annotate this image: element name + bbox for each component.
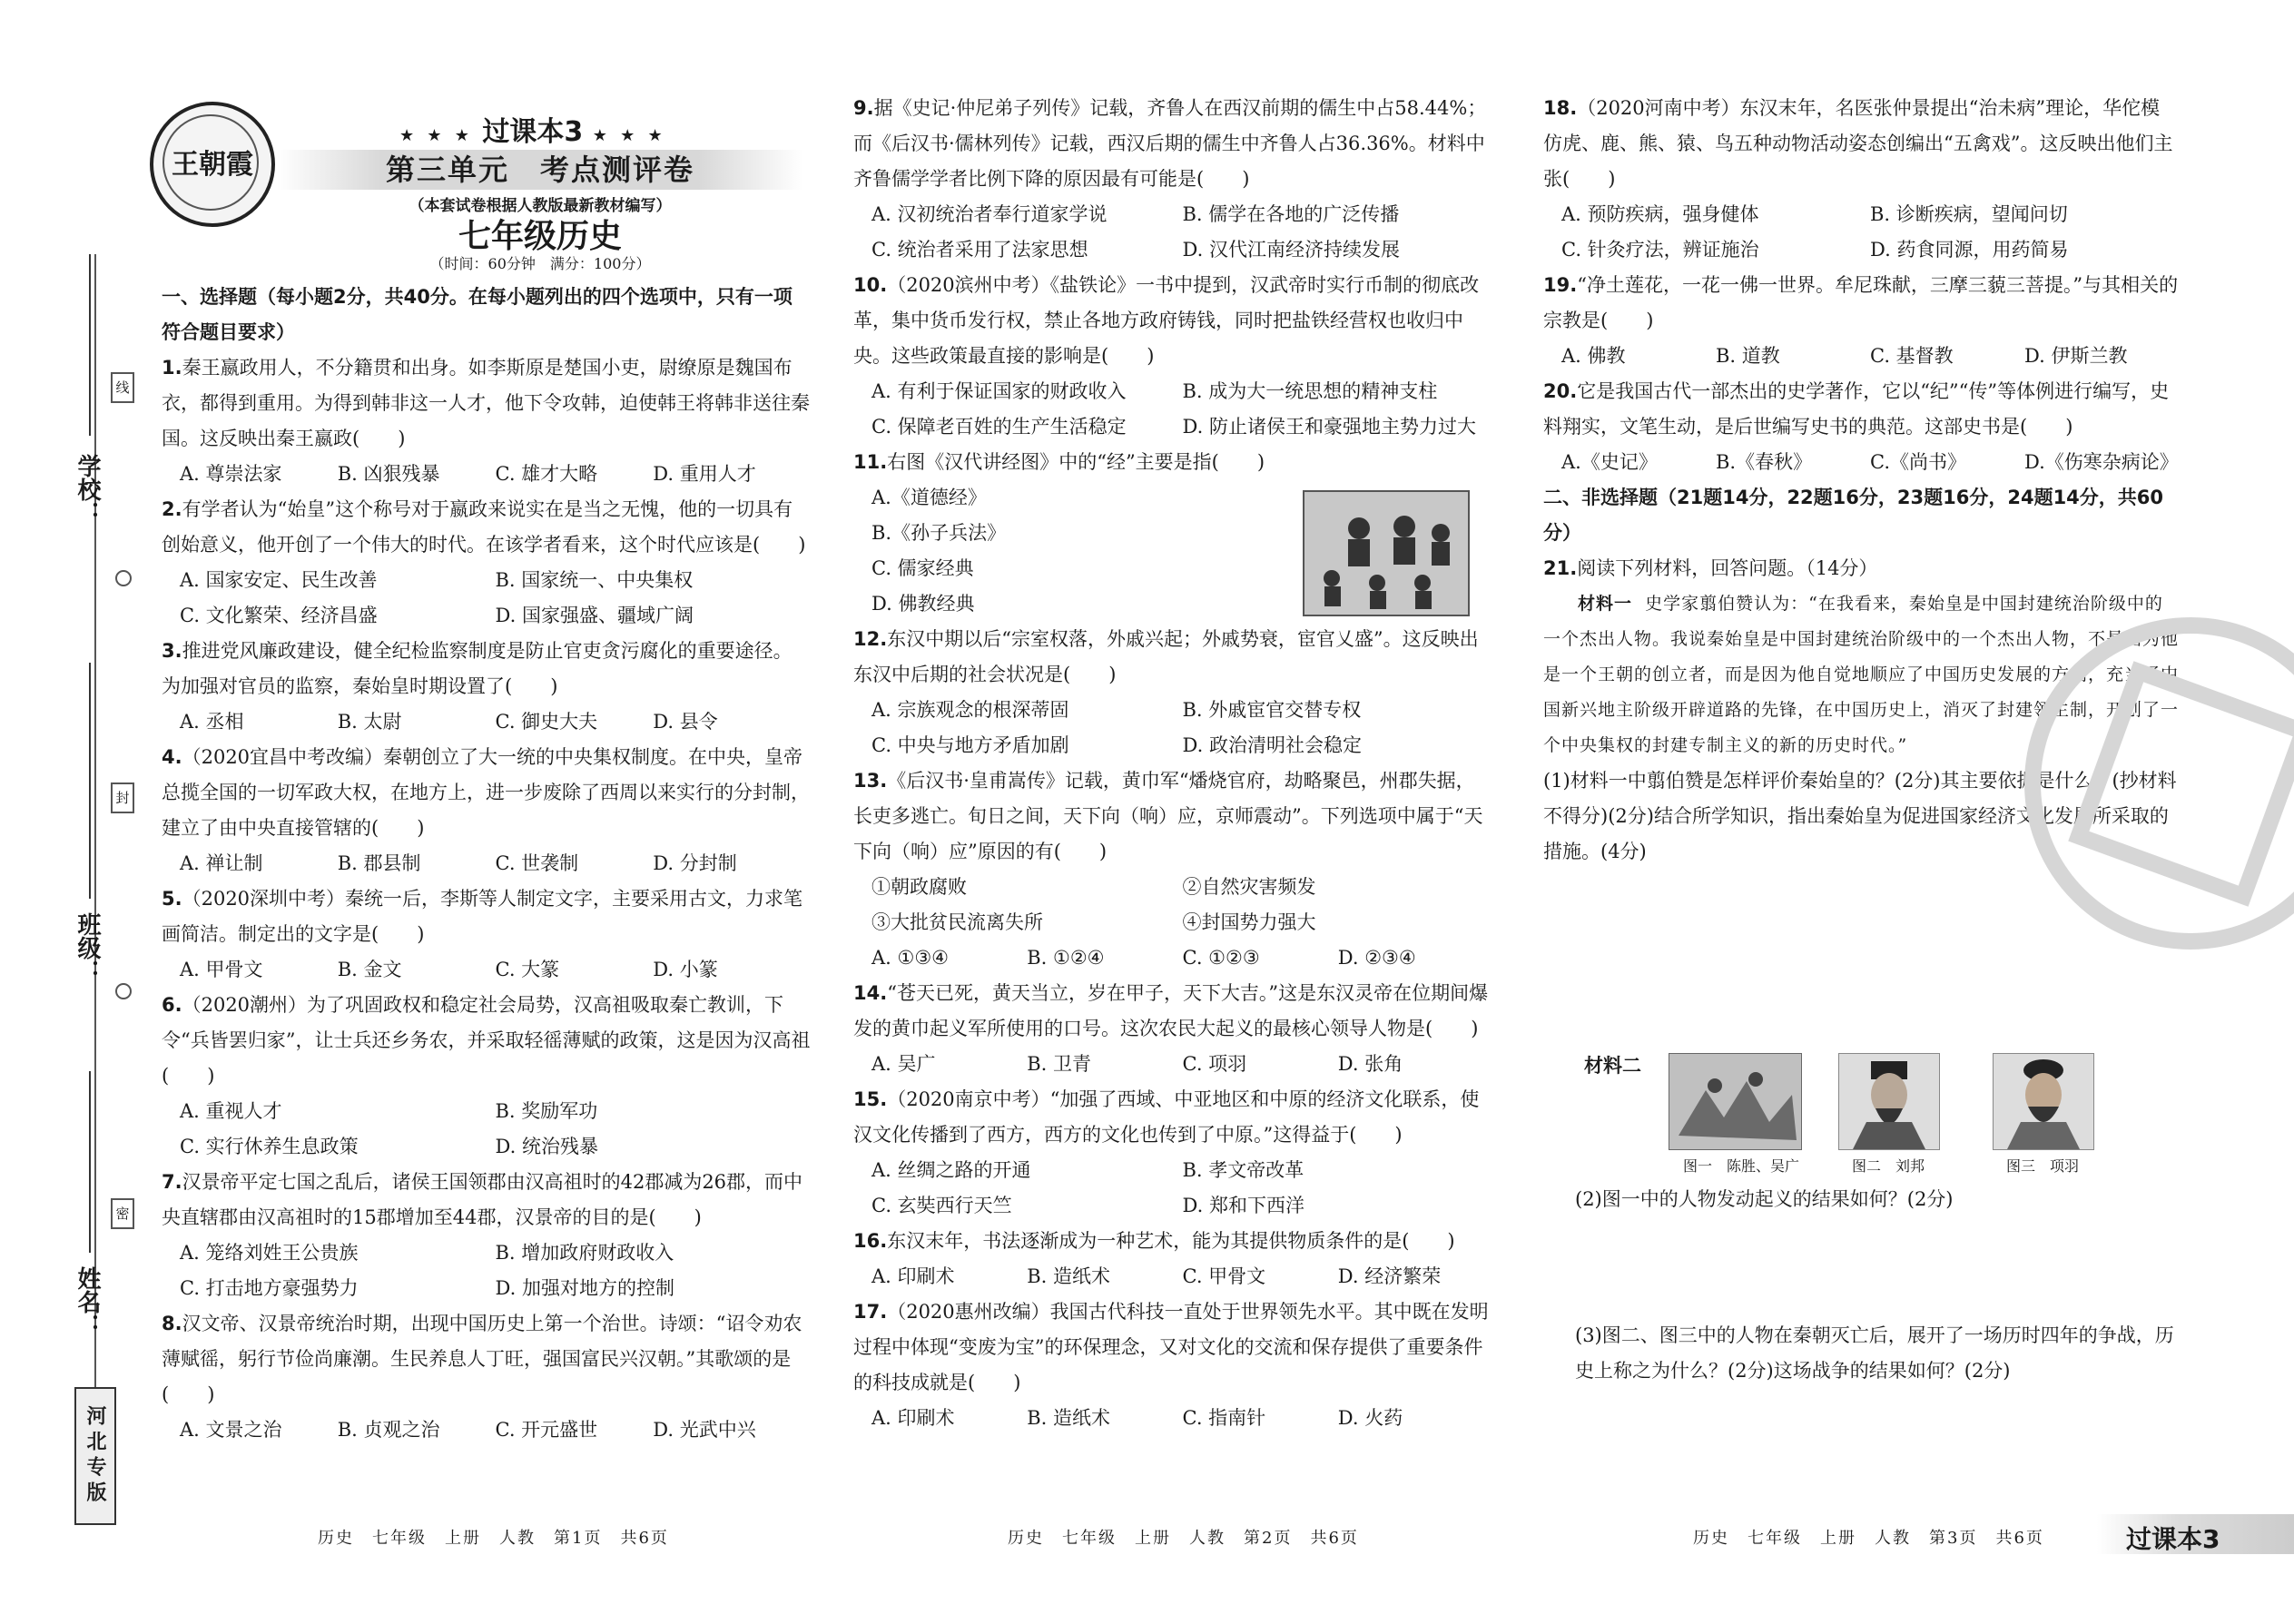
name-blank	[89, 1071, 91, 1253]
question-stem: 东汉中期以后“宗室权落，外戚兴起；外戚势衰，宦官乂盛”。这反映出东汉中后期的社会状况是( )	[853, 628, 1479, 685]
figure-3-image	[1993, 1053, 2094, 1150]
answer-option: B. ①②④	[1027, 947, 1105, 969]
question-stem: （2020滨州中考）《盐铁论》一书中提到，汉武帝时实行币制的彻底改革，集中货币发行权，禁止各地方政府铸钱，同时把盐铁经营权也收归中央。这些政策最直接的影响是( )	[853, 274, 1480, 367]
answer-option: C. 打击地方豪强势力	[180, 1277, 359, 1299]
material-1-label: 材料一	[1578, 594, 1633, 614]
question-number: 7.	[162, 1171, 182, 1193]
footer-page-3: 历史 七年级 上册 人教 第3页 共6页	[1693, 1529, 2044, 1548]
answer-option: A.《道德经》	[871, 487, 987, 508]
question-6	[162, 988, 811, 1165]
question-stem: “苍天已死，黄天当立，岁在甲子，天下大吉。”这是东汉灵帝在位期间爆发的黄巾起义军所使用的口号。这次农民大起义的最核心领导人物是( )	[853, 982, 1489, 1039]
answer-option: B. 增加政府财政收入	[495, 1242, 674, 1264]
answer-option: C. 中央与地方矛盾加剧	[871, 734, 1069, 756]
question-18	[1543, 91, 2179, 268]
binding-mark-seal: 封	[111, 782, 134, 813]
answer-option: B. 金文	[337, 959, 402, 980]
logo-text: 王朝霞	[172, 149, 253, 181]
answer-option: A. 甲骨文	[180, 959, 263, 980]
question-20	[1543, 374, 2179, 480]
question-stem: 《后汉书·皇甫嵩传》记载，黄巾军“燔烧官府，劫略聚邑，州郡失据，长吏多逃亡。旬日之间，天下向（响）应，京师震动”。下列选项中属于“天下向（响）应”原因的有( )	[853, 770, 1483, 862]
column-2	[853, 91, 1493, 1436]
binding-circle	[115, 570, 132, 586]
class-blank	[89, 663, 91, 899]
answer-option: D. 汉代江南经济持续发展	[1182, 239, 1400, 261]
answer-option: D. 国家强盛、疆域广阔	[495, 605, 694, 626]
answer-option: A. 尊崇法家	[180, 463, 282, 485]
answer-option: D. 郑和下西洋	[1182, 1195, 1305, 1216]
question-stem: （2020河南中考）东汉末年，名医张仲景提出“治未病”理论，华佗模仿虎、鹿、熊、猿、鸟五种动物活动姿态创编出“五禽戏”。这反映出他们主张( )	[1543, 97, 2173, 190]
answer-option: D. 统治残暴	[495, 1136, 598, 1157]
question-stem: 秦王嬴政用人，不分籍贯和出身。如李斯原是楚国小吏，尉缭原是魏国布衣，都得到重用。为得到韩非这一人才，他下令攻韩，迫使韩王将韩非送往秦国。这反映出秦王嬴政( )	[162, 357, 810, 449]
answer-option: C. ①②③	[1182, 947, 1260, 969]
answer-option: A. 禅让制	[180, 852, 263, 874]
answer-option: A. 文景之治	[180, 1419, 282, 1441]
answer-option: C. 大篆	[495, 959, 560, 980]
class-label: 班级：	[74, 912, 101, 983]
question-13	[853, 763, 1493, 976]
answer-option: C. 世袭制	[495, 852, 579, 874]
binding-circle	[115, 983, 132, 999]
publisher-logo	[150, 102, 275, 227]
figure-2-caption: 图二 刘邦	[1851, 1157, 1925, 1175]
footer-brand-bar	[2097, 1514, 2294, 1554]
answer-option: B. 造纸术	[1027, 1265, 1111, 1287]
answer-option: C. 雄才大略	[495, 463, 598, 485]
col2-questions	[853, 91, 1493, 1436]
answer-option: A.《史记》	[1561, 451, 1658, 473]
question-number: 3.	[162, 640, 182, 662]
answer-option: A. 预防疾病，强身健体	[1561, 203, 1759, 225]
question-8	[162, 1306, 811, 1448]
answer-option: A. 丝绸之路的开通	[871, 1159, 1031, 1181]
answer-option: B. 奖励军功	[495, 1100, 598, 1122]
statement-option: ③大批贫民流离失所	[871, 911, 1043, 933]
answer-option: A. 丞相	[180, 711, 244, 733]
question-1	[162, 350, 811, 492]
answer-option: B. 造纸术	[1027, 1407, 1111, 1429]
question-number: 11.	[853, 451, 888, 473]
question-5	[162, 881, 811, 988]
answer-option: C. 项羽	[1182, 1053, 1247, 1075]
answer-option: B. 孝文帝改革	[1182, 1159, 1305, 1181]
answer-option: D. 重用人才	[653, 463, 756, 485]
material-1-text: 史学家翦伯赞认为：“在我看来，秦始皇是中国封建统治阶级中的一个杰出人物。我说秦始皇是中国封建统治阶级中的一个杰出人物，不是因为他是一个王朝的创立者，而是因为他自觉地顺应了中国历史发展的方向，充当了中国新兴地主阶级开辟道路的先锋，在中国历史上，消灭了封建领主制，开创了一个中央集权的封建专制主义的新的历史时代。”	[1543, 594, 2180, 755]
column-1	[162, 280, 811, 1448]
answer-option: B. 道教	[1716, 345, 1780, 367]
answer-option: C. 针灸疗法，辨证施治	[1561, 239, 1759, 261]
school-blank	[89, 254, 91, 436]
binding-mark-line: 线	[111, 372, 134, 403]
answer-option: C. 甲骨文	[1182, 1265, 1266, 1287]
answer-option: D. 伊斯兰教	[2024, 345, 2128, 367]
answer-option: C. 统治者采用了法家思想	[871, 239, 1088, 261]
question-21	[1543, 551, 2179, 586]
section-1-heading: 一、选择题（每小题2分，共40分。在每小题列出的四个选项中，只有一项符合题目要求）	[162, 286, 793, 343]
question-19	[1543, 268, 2179, 374]
answer-option: D.《伤寒杂病论》	[2024, 451, 2179, 473]
answer-option: A. 吴广	[871, 1053, 936, 1075]
answer-option: B. 诊断疾病，望闻问切	[1870, 203, 2068, 225]
question-number: 9.	[853, 97, 874, 119]
question-stem: 它是我国古代一部杰出的史学著作，它以“纪”“传”等体例进行编写，史料翔实，文笔生动，是后世编写史书的典范。这部史书是( )	[1543, 380, 2170, 438]
question-number: 6.	[162, 994, 182, 1016]
question-4	[162, 740, 811, 881]
answer-option: C. 文化繁荣、经济昌盛	[180, 605, 378, 626]
edition-badge: 河北专版	[74, 1387, 116, 1525]
answer-option: C. 玄奘西行天竺	[871, 1195, 1012, 1216]
answer-option: A. 佛教	[1561, 345, 1626, 367]
answer-option: C. 儒家经典	[871, 557, 974, 579]
answer-option: C. 实行休养生息政策	[180, 1136, 359, 1157]
question-12	[853, 622, 1493, 763]
question-3	[162, 634, 811, 740]
question-number: 1.	[162, 357, 182, 379]
question-number: 13.	[853, 770, 888, 792]
question-stem: （2020深圳中考）秦统一后，李斯等人制定文字，主要采用古文，力求笔画简洁。制定出的文字是( )	[162, 888, 803, 945]
figure-3-caption: 图三 项羽	[2005, 1157, 2079, 1175]
question-stem: 右图《汉代讲经图》中的“经”主要是指( )	[887, 451, 1265, 473]
question-stem: 汉文帝、汉景帝统治时期，出现中国历史上第一个治世。诗颂：“诏令劝农薄赋徭，躬行节俭尚廉潮。生民养息人丁旺，强国富民兴汉朝。”其歌颂的是( )	[162, 1313, 802, 1405]
question-number: 15.	[853, 1088, 888, 1110]
answer-option: B. 太尉	[337, 711, 402, 733]
section-2-heading: 二、非选择题（21题14分，22题16分，23题16分，24题14分，共60分）	[1543, 487, 2164, 544]
answer-option: A. 宗族观念的根深蒂固	[871, 699, 1069, 721]
subquestion-1: (1)材料一中翦伯赞是怎样评价秦始皇的？(2分)其主要依据是什么？(抄材料不得分)(2分)结合所学知识，指出秦始皇为促进国家经济文化发展所采取的措施。(4分)	[1543, 770, 2177, 862]
edition-note: （本套试卷根据人教版最新教材编写）	[409, 197, 672, 215]
answer-option: B. 贞观之治	[337, 1419, 440, 1441]
subject-title: 七年级历史	[458, 218, 622, 255]
answer-option: A. ①③④	[871, 947, 949, 969]
answer-option: C. 御史大夫	[495, 711, 598, 733]
question-number: 19.	[1543, 274, 1578, 296]
question-number: 10.	[853, 274, 888, 296]
question-16	[853, 1224, 1493, 1294]
answer-option: D. 小篆	[653, 959, 718, 980]
statement-option: ①朝政腐败	[871, 876, 967, 898]
answer-option: C.《尚书》	[1870, 451, 1966, 473]
answer-option: A. 重视人才	[180, 1100, 282, 1122]
question-stem: （2020宜昌中考改编）秦朝创立了大一统的中央集权制度。在中央，皇帝总揽全国的一切军政大权，在地方上，进一步废除了西周以来实行的分封制，建立了由中央直接管辖的( )	[162, 746, 810, 839]
material-2-label: 材料二	[1584, 1055, 1641, 1077]
answer-option: D. 防止诸侯王和豪强地主势力过大	[1182, 416, 1476, 438]
series-title: ★ ★ ★ 过课本3 ★ ★ ★	[399, 116, 666, 148]
binding-mark-secret: 密	[111, 1198, 134, 1229]
question-stem: 汉景帝平定七国之乱后，诸侯王国领郡由汉高祖时的42郡减为26郡，而中央直辖郡由汉高祖时的15郡增加至44郡，汉景帝的目的是( )	[162, 1171, 803, 1228]
statement-option: ④封国势力强大	[1182, 911, 1316, 933]
answer-option: B. 儒学在各地的广泛传播	[1182, 203, 1400, 225]
question-14	[853, 976, 1493, 1082]
answer-option: A. 印刷术	[871, 1265, 955, 1287]
question-stem: 东汉末年，书法逐渐成为一种艺术，能为其提供物质条件的是( )	[887, 1230, 1455, 1252]
question-number: 12.	[853, 628, 888, 650]
answer-option: B. 外戚宦官交替专权	[1182, 699, 1362, 721]
answer-option: C. 基督教	[1870, 345, 1954, 367]
answer-option: D. 佛教经典	[871, 593, 975, 615]
question-10	[853, 268, 1493, 445]
question-number: 18.	[1543, 97, 1578, 119]
subquestion-3: (3)图二、图三中的人物在秦朝灭亡后，展开了一场历时四年的争战，历史上称之为什么？(2分)这场战争的结果如何？(2分)	[1575, 1324, 2174, 1382]
question-number: 4.	[162, 746, 182, 768]
answer-option: A. 笼络刘姓王公贵族	[180, 1242, 359, 1264]
answer-option: B. 郡县制	[337, 852, 421, 874]
question-stem: 据《史记·仲尼弟子列传》记载，齐鲁人在西汉前期的儒生中占58.44%；而《后汉书·儒林列传》记载，西汉后期的儒生中齐鲁人占36.36%。材料中齐鲁儒学学者比例下降的原因最有可能是( )	[853, 97, 1487, 190]
question-15	[853, 1082, 1493, 1224]
footer-brand: 过课本3	[2126, 1524, 2220, 1554]
answer-option: D. ②③④	[1337, 947, 1416, 969]
question-number: 2.	[162, 498, 182, 520]
answer-option: D. 加强对地方的控制	[495, 1277, 674, 1299]
answer-option: A. 汉初统治者奉行道家学说	[871, 203, 1108, 225]
answer-option: D. 经济繁荣	[1337, 1265, 1442, 1287]
figure-1-caption: 图一 陈胜、吴广	[1682, 1157, 1799, 1175]
statement-option: ②自然灾害频发	[1182, 876, 1316, 898]
time-score: （时间：60分钟 满分：100分）	[429, 255, 651, 272]
question-number: 14.	[853, 982, 888, 1004]
col3-questions	[1543, 91, 2179, 480]
question-17	[853, 1294, 1493, 1436]
answer-option: C. 指南针	[1182, 1407, 1266, 1429]
school-label: 学校：	[74, 454, 101, 525]
answer-option: B. 凶狠残暴	[337, 463, 440, 485]
answer-option: D. 光武中兴	[653, 1419, 756, 1441]
answer-option: D. 县令	[653, 711, 718, 733]
series-stars-right: ★ ★ ★	[592, 126, 666, 145]
answer-option: B.《孙子兵法》	[871, 522, 1007, 544]
answer-option: C. 保障老百姓的生产生活稳定	[871, 416, 1127, 438]
question-stem: “净土莲花，一花一佛一世界。牟尼珠献，三摩三藐三菩提。”与其相关的宗教是( )	[1543, 274, 2179, 331]
question-stem: 推进党风廉政建设，健全纪检监察制度是防止官吏贪污腐化的重要途径。为加强对官员的监察，秦始皇时期设置了( )	[162, 640, 793, 697]
question-9	[853, 91, 1493, 268]
figure-2-image	[1838, 1053, 1940, 1150]
figure-1-image	[1669, 1053, 1802, 1150]
question-number: 17.	[853, 1301, 888, 1323]
subquestion-2: (2)图一中的人物发动起义的结果如何？(2分)	[1575, 1188, 1954, 1210]
answer-option: A. 国家安定、民生改善	[180, 569, 378, 591]
question-number: 5.	[162, 888, 182, 910]
answer-option: D. 政治清明社会稳定	[1182, 734, 1362, 756]
question-number: 20.	[1543, 380, 1578, 402]
question-stem: （2020南京中考）“加强了西域、中亚地区和中原的经济文化联系，使汉文化传播到了西方，西方的文化也传到了中原。”这得益于( )	[853, 1088, 1480, 1146]
question-number: 16.	[853, 1230, 888, 1252]
name-label: 姓名：	[74, 1266, 101, 1337]
answer-option: D. 张角	[1337, 1053, 1403, 1075]
answer-option: A. 有利于保证国家的财政收入	[871, 380, 1127, 402]
question-number: 21.	[1543, 557, 1578, 579]
unit-title: 第三单元 考点测评卷	[385, 153, 694, 187]
question-stem: 有学者认为“始皇”这个称号对于嬴政来说实在是当之无愧，他的一切具有创始意义，他开创了一个伟大的时代。在该学者看来，这个时代应该是( )	[162, 498, 806, 556]
lecture-illustration	[1303, 490, 1470, 616]
answer-option: B. 成为大一统思想的精神支柱	[1182, 380, 1438, 402]
question-7	[162, 1165, 811, 1306]
answer-option: D. 药食同源，用药简易	[1870, 239, 2069, 261]
question-2	[162, 492, 811, 634]
question-stem: （2020惠州改编）我国古代科技一直处于世界领先水平。其中既在发明过程中体现“变废为宝”的环保理念，又对文化的交流和保存提供了重要条件的科技成就是( )	[853, 1301, 1489, 1393]
answer-option: C. 开元盛世	[495, 1419, 598, 1441]
answer-option: B. 卫青	[1027, 1053, 1092, 1075]
col1-questions	[162, 350, 811, 1448]
answer-option: B.《春秋》	[1716, 451, 1813, 473]
answer-option: D. 分封制	[653, 852, 737, 874]
footer-page-2: 历史 七年级 上册 人教 第2页 共6页	[1008, 1529, 1359, 1548]
answer-option: A. 印刷术	[871, 1407, 955, 1429]
unit-banner	[277, 150, 803, 190]
answer-option: D. 火药	[1337, 1407, 1403, 1429]
question-21-intro: 阅读下列材料，回答问题。（14分）	[1577, 557, 1878, 579]
series-stars-left: ★ ★ ★	[399, 126, 473, 145]
footer-page-1: 历史 七年级 上册 人教 第1页 共6页	[318, 1529, 669, 1548]
answer-option: B. 国家统一、中央集权	[495, 569, 694, 591]
question-stem: （2020潮州）为了巩固政权和稳定社会局势，汉高祖吸取秦亡教训，下令“兵皆罢归家”，让士兵还乡务农，并采取轻徭薄赋的政策，这是因为汉高祖( )	[162, 994, 811, 1087]
question-number: 8.	[162, 1313, 182, 1334]
